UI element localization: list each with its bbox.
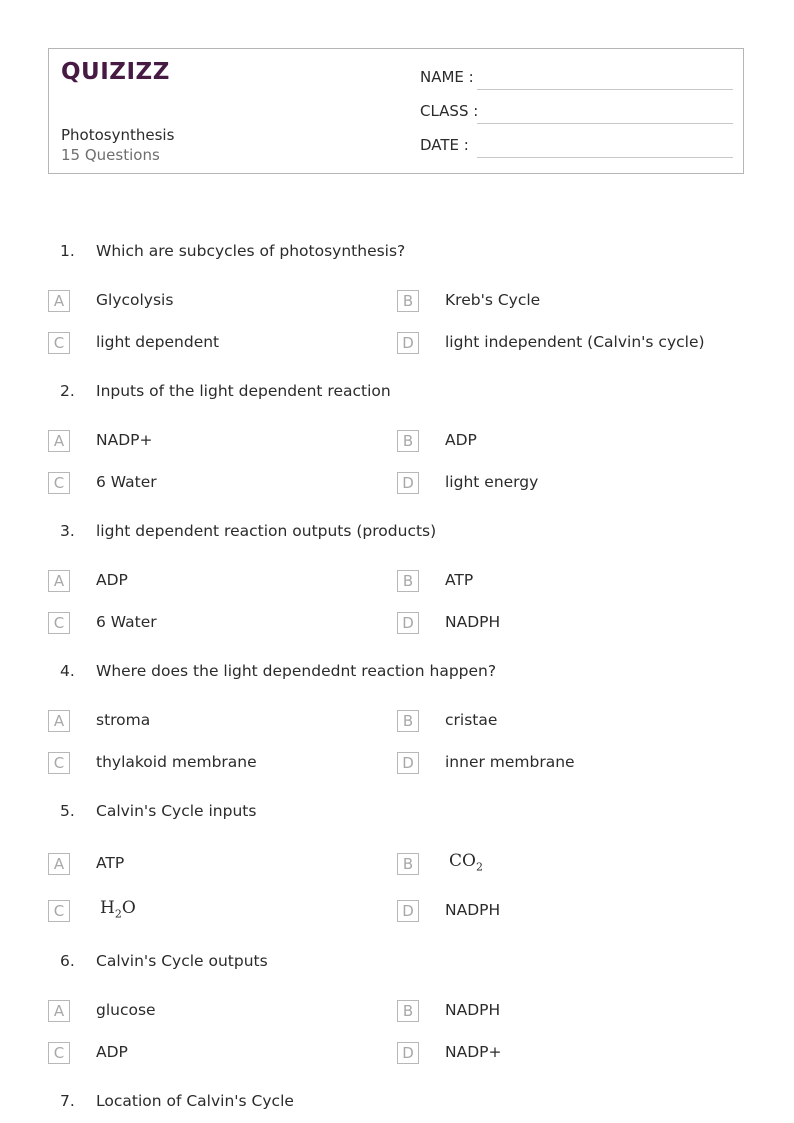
- option-text: Glycolysis: [96, 291, 174, 309]
- question-text: Location of Calvin's Cycle: [96, 1092, 294, 1110]
- question-number: 6.: [60, 952, 75, 970]
- option-text: ATP: [445, 571, 474, 589]
- option-letter-d[interactable]: D: [397, 900, 419, 922]
- question-text: Which are subcycles of photosynthesis?: [96, 242, 406, 260]
- question-number: 5.: [60, 802, 75, 820]
- question-number: 3.: [60, 522, 75, 540]
- option-text: Kreb's Cycle: [445, 291, 541, 309]
- question-text: Where does the light dependednt reaction happen?: [96, 662, 497, 680]
- option-text: NADPH: [445, 1001, 501, 1019]
- option-letter-a[interactable]: A: [48, 430, 70, 452]
- option-letter-b[interactable]: B: [397, 1000, 419, 1022]
- worksheet-header: [48, 48, 744, 174]
- option-letter-a[interactable]: A: [48, 853, 70, 875]
- option-text: ADP: [445, 431, 477, 449]
- option-letter-d[interactable]: D: [397, 332, 419, 354]
- name-field[interactable]: [477, 89, 733, 90]
- option-text: 6 Water: [96, 473, 157, 491]
- option-letter-c[interactable]: C: [48, 472, 70, 494]
- question-number: 4.: [60, 662, 75, 680]
- option-text: NADPH: [445, 613, 501, 631]
- option-letter-c[interactable]: C: [48, 900, 70, 922]
- option-text: ATP: [96, 854, 125, 872]
- option-letter-b[interactable]: B: [397, 430, 419, 452]
- option-text: light dependent: [96, 333, 220, 351]
- option-letter-c[interactable]: C: [48, 752, 70, 774]
- option-text: light independent (Calvin's cycle): [445, 333, 705, 351]
- option-text: NADPH: [445, 901, 501, 919]
- option-letter-c[interactable]: C: [48, 1042, 70, 1064]
- option-letter-d[interactable]: D: [397, 612, 419, 634]
- question-text: Calvin's Cycle outputs: [96, 952, 268, 970]
- option-text: 6 Water: [96, 613, 157, 631]
- option-letter-b[interactable]: B: [397, 570, 419, 592]
- question-number: 1.: [60, 242, 75, 260]
- option-text: glucose: [96, 1001, 156, 1019]
- option-formula: $H_2O$: [100, 898, 136, 921]
- option-text: ADP: [96, 571, 128, 589]
- option-letter-a[interactable]: A: [48, 290, 70, 312]
- option-text: stroma: [96, 711, 151, 729]
- option-letter-a[interactable]: A: [48, 570, 70, 592]
- option-text: NADP+: [96, 431, 153, 449]
- quizizz-logo: QUIZIZZ: [61, 59, 170, 85]
- question-count: 15 Questions: [61, 146, 160, 164]
- question-number: 2.: [60, 382, 75, 400]
- option-letter-d[interactable]: D: [397, 752, 419, 774]
- option-letter-b[interactable]: B: [397, 290, 419, 312]
- option-letter-c[interactable]: C: [48, 612, 70, 634]
- option-text: ADP: [96, 1043, 128, 1061]
- date-label: DATE :: [420, 136, 469, 154]
- option-letter-a[interactable]: A: [48, 710, 70, 732]
- option-letter-a[interactable]: A: [48, 1000, 70, 1022]
- question-text: light dependent reaction outputs (products): [96, 522, 437, 540]
- option-formula: $CO_2$: [449, 851, 483, 874]
- class-label: CLASS :: [420, 102, 479, 120]
- date-field[interactable]: [477, 157, 733, 158]
- option-letter-d[interactable]: D: [397, 1042, 419, 1064]
- option-text: cristae: [445, 711, 498, 729]
- option-letter-b[interactable]: B: [397, 710, 419, 732]
- option-text: light energy: [445, 473, 539, 491]
- option-letter-b[interactable]: B: [397, 853, 419, 875]
- option-letter-c[interactable]: C: [48, 332, 70, 354]
- worksheet-title: Photosynthesis: [61, 126, 175, 144]
- option-text: thylakoid membrane: [96, 753, 257, 771]
- option-text: inner membrane: [445, 753, 575, 771]
- question-number: 7.: [60, 1092, 75, 1110]
- class-field[interactable]: [477, 123, 733, 124]
- question-text: Inputs of the light dependent reaction: [96, 382, 391, 400]
- option-text: NADP+: [445, 1043, 502, 1061]
- name-label: NAME :: [420, 68, 474, 86]
- option-letter-d[interactable]: D: [397, 472, 419, 494]
- question-text: Calvin's Cycle inputs: [96, 802, 257, 820]
